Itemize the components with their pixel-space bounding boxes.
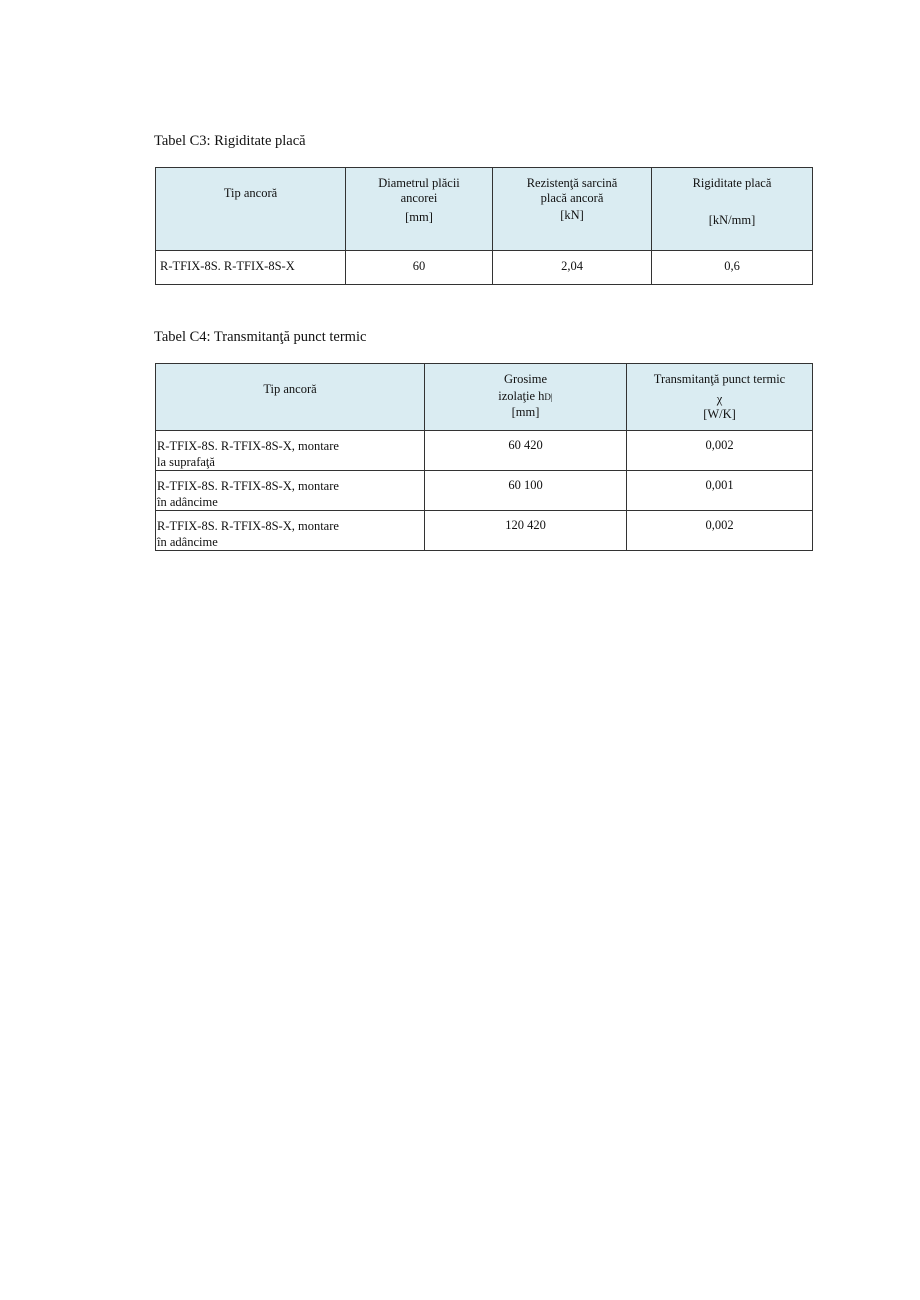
header-transmitanta bbox=[627, 364, 813, 431]
cell-chi: 0,002 bbox=[627, 431, 813, 471]
cell-tip bbox=[156, 471, 425, 511]
cell-tip-line1: R-TFIX-8S. R-TFIX-8S-X, montare bbox=[157, 479, 339, 493]
table-header-row bbox=[156, 364, 813, 431]
header-unit: [mm] bbox=[511, 405, 540, 419]
cell-tip-line2: în adâncime bbox=[157, 495, 218, 509]
cell-tip bbox=[156, 511, 425, 551]
header-diametru bbox=[346, 168, 493, 251]
cell-tip-line1: R-TFIX-8S. R-TFIX-8S-X, montare bbox=[157, 519, 339, 533]
table-row bbox=[156, 471, 813, 511]
cell-grosime: 60 100 bbox=[425, 471, 627, 511]
cell-grosime: 60 420 bbox=[425, 431, 627, 471]
header-label bbox=[425, 389, 626, 405]
header-unit: [mm] bbox=[405, 210, 433, 224]
table-row bbox=[156, 251, 813, 285]
header-rezistenta bbox=[493, 168, 652, 251]
header-rigiditate bbox=[652, 168, 813, 251]
header-tip-ancora bbox=[156, 168, 346, 251]
table-header-row bbox=[156, 168, 813, 251]
header-unit: [kN/mm] bbox=[708, 213, 756, 227]
header-symbol: χ bbox=[716, 392, 723, 406]
table-c4 bbox=[155, 363, 813, 551]
header-unit: [kN] bbox=[560, 208, 584, 222]
header-label: Transmitanţă punct termic bbox=[653, 372, 786, 386]
table-c3-caption: Tabel C3: Rigiditate placă bbox=[154, 133, 306, 149]
header-label: Tip ancoră bbox=[223, 186, 278, 200]
cell-grosime: 120 420 bbox=[425, 511, 627, 551]
cell-rezistenta: 2,04 bbox=[493, 251, 652, 285]
header-unit: [W/K] bbox=[703, 407, 736, 421]
table-row bbox=[156, 511, 813, 551]
cell-tip bbox=[156, 431, 425, 471]
cell-chi: 0,002 bbox=[627, 511, 813, 551]
header-grosime bbox=[425, 364, 627, 431]
cell-tip-line2: la suprafaţă bbox=[157, 455, 215, 469]
header-label: ancorei bbox=[400, 191, 438, 205]
header-label: Tip ancoră bbox=[263, 382, 317, 396]
header-label: Rigiditate placă bbox=[692, 176, 772, 190]
header-label: Rezistenţă sarcină bbox=[526, 176, 618, 190]
header-tip-ancora bbox=[156, 364, 425, 431]
cell-rigiditate: 0,6 bbox=[652, 251, 813, 285]
cell-diametru: 60 bbox=[346, 251, 493, 285]
header-label-subscript: D| bbox=[544, 392, 553, 402]
header-label: placă ancoră bbox=[540, 191, 604, 205]
table-c3 bbox=[155, 167, 813, 285]
header-label-main: izolaţie h bbox=[498, 389, 545, 403]
header-label: Grosime bbox=[503, 372, 548, 386]
cell-tip-line2: în adâncime bbox=[157, 535, 218, 549]
cell-chi: 0,001 bbox=[627, 471, 813, 511]
header-label: Diametrul plăcii bbox=[378, 176, 460, 190]
cell-tip: R-TFIX-8S. R-TFIX-8S-X bbox=[156, 251, 346, 285]
table-row bbox=[156, 431, 813, 471]
table-c4-caption: Tabel C4: Transmitanţă punct termic bbox=[154, 329, 367, 345]
cell-tip-line1: R-TFIX-8S. R-TFIX-8S-X, montare bbox=[157, 439, 339, 453]
